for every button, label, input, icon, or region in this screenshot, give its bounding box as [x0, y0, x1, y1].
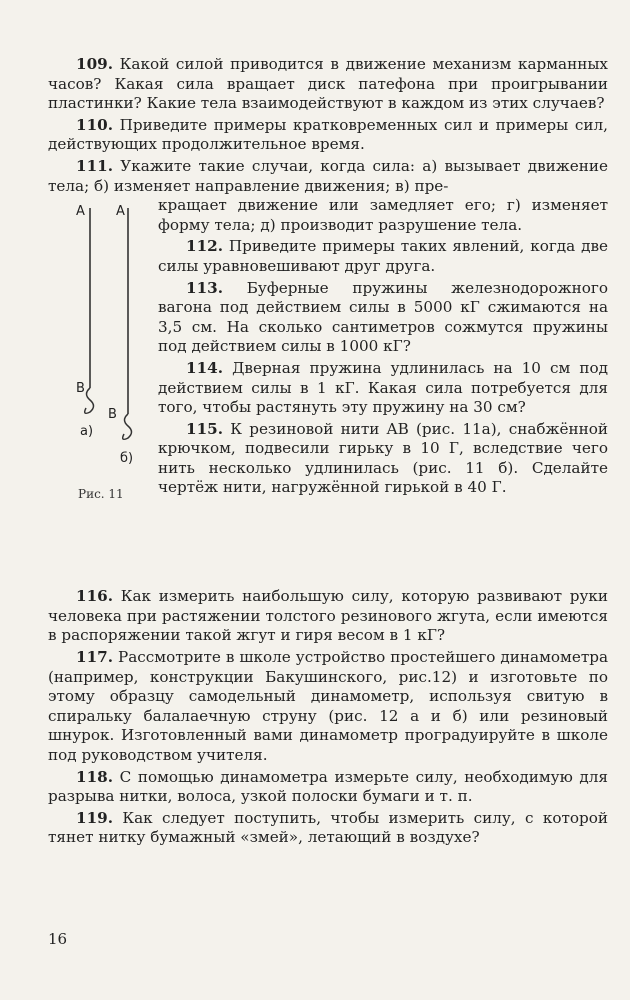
- problem-text: Рассмотрите в школе устройство простейшего динамометра (например, конструкции Бакушинского, рис.12) и изготовьте по этому образцу самодельный динамометр, используя свитую в спиральку балалаечную струну (рис. 12 а и б) или резиновый шнурок. Изготовленный вами динамометр проградуируйте в школе под руководством учителя.: [48, 647, 609, 764]
- problem-number: 111.: [76, 156, 113, 175]
- problem-112: [158, 237, 608, 276]
- problem-number: 119.: [76, 808, 113, 827]
- hook-b-icon: [123, 414, 132, 439]
- page-body: [48, 55, 608, 850]
- problem-109: [48, 55, 608, 114]
- problem-text: кращает движение или замедляет его; г) изменяет форму тела; д) производит разрушение тела.: [158, 196, 608, 234]
- label-a-left: A: [76, 204, 85, 220]
- problem-119: [48, 809, 608, 848]
- problem-text: С помощью динамометра измерьте силу, необходимую для разрыва нитки, волоса, узкой полоски бумаги и т. п.: [48, 767, 608, 806]
- problem-text: Буферные пружины железнодорожного вагона под действием силы в 5000 кГ сжимаются на 3,5 см. На сколько сантиметров сожмутся пружины под действием силы в 1000 кГ?: [158, 278, 609, 356]
- problem-text: Как следует поступить, чтобы измерить силу, с которой тянет нитку бумажный «змей», летающий в воздухе?: [48, 808, 609, 847]
- figure-11: [48, 196, 156, 587]
- figure-side-text: [158, 196, 608, 500]
- problem-text: К резиновой нити AB (рис. 11а), снабжённой крючком, подвесили гирьку в 10 Г, вследствие чего нить несколько удлинилась (рис. 11 б). Сделайте чертёж нити, нагружённой гирькой в 40 Г.: [158, 419, 608, 497]
- problem-118: [48, 768, 608, 807]
- problem-number: 116.: [76, 587, 113, 606]
- problem-number: 115.: [186, 419, 223, 438]
- problem-117: [48, 648, 608, 766]
- problem-115: [158, 420, 608, 498]
- problem-number: 113.: [186, 278, 223, 297]
- label-b-right: B: [108, 407, 117, 423]
- label-b-left: B: [76, 381, 85, 397]
- problem-number: 112.: [186, 237, 223, 256]
- problem-111-continued: [158, 196, 608, 235]
- label-a-right: A: [116, 204, 125, 220]
- hook-a-icon: [85, 388, 94, 413]
- figure-block: [48, 196, 608, 587]
- problem-text: Приведите примеры кратковременных сил и примеры сил, действующих продолжительное время.: [48, 115, 608, 154]
- problem-text: Укажите такие случаи, когда сила: а) вызывает движение тела; б) изменяет направление движения; в) пре-: [48, 156, 608, 195]
- problem-number: 118.: [76, 767, 113, 786]
- problem-number: 117.: [76, 647, 113, 666]
- problem-text: Дверная пружина удлинилась на 10 см под действием силы в 1 кГ. Какая сила потребуется для того, чтобы растянуть эту пружину на 30 см?: [158, 358, 609, 417]
- figure-caption: Рис. 11: [78, 487, 124, 502]
- sub-label-b: б): [120, 451, 134, 467]
- page-number: 16: [48, 930, 68, 948]
- problem-111-first-line: [48, 157, 608, 196]
- problem-114: [158, 359, 608, 418]
- sub-label-a: а): [80, 424, 94, 440]
- problem-number: 109.: [76, 55, 113, 73]
- problem-number: 114.: [186, 358, 223, 377]
- problem-113: [158, 279, 608, 357]
- problem-number: 110.: [76, 115, 113, 134]
- problem-text: Как измерить наибольшую силу, которую развивают руки человека при растяжении толстого резинового жгута, если имеются в распоряжении такой жгут и гиря весом в 1 кГ?: [48, 587, 609, 645]
- problem-110: [48, 116, 608, 155]
- problem-116: [48, 587, 608, 646]
- problem-text: Какой силой приводится в движение механизм карманных часов? Какая сила вращает диск патефона при проигрывании пластинки? Какие тела взаимодействуют в каждом из этих случаев?: [48, 55, 608, 113]
- problem-text: Приведите примеры таких явлений, когда две силы уравновешивают друг друга.: [158, 237, 608, 275]
